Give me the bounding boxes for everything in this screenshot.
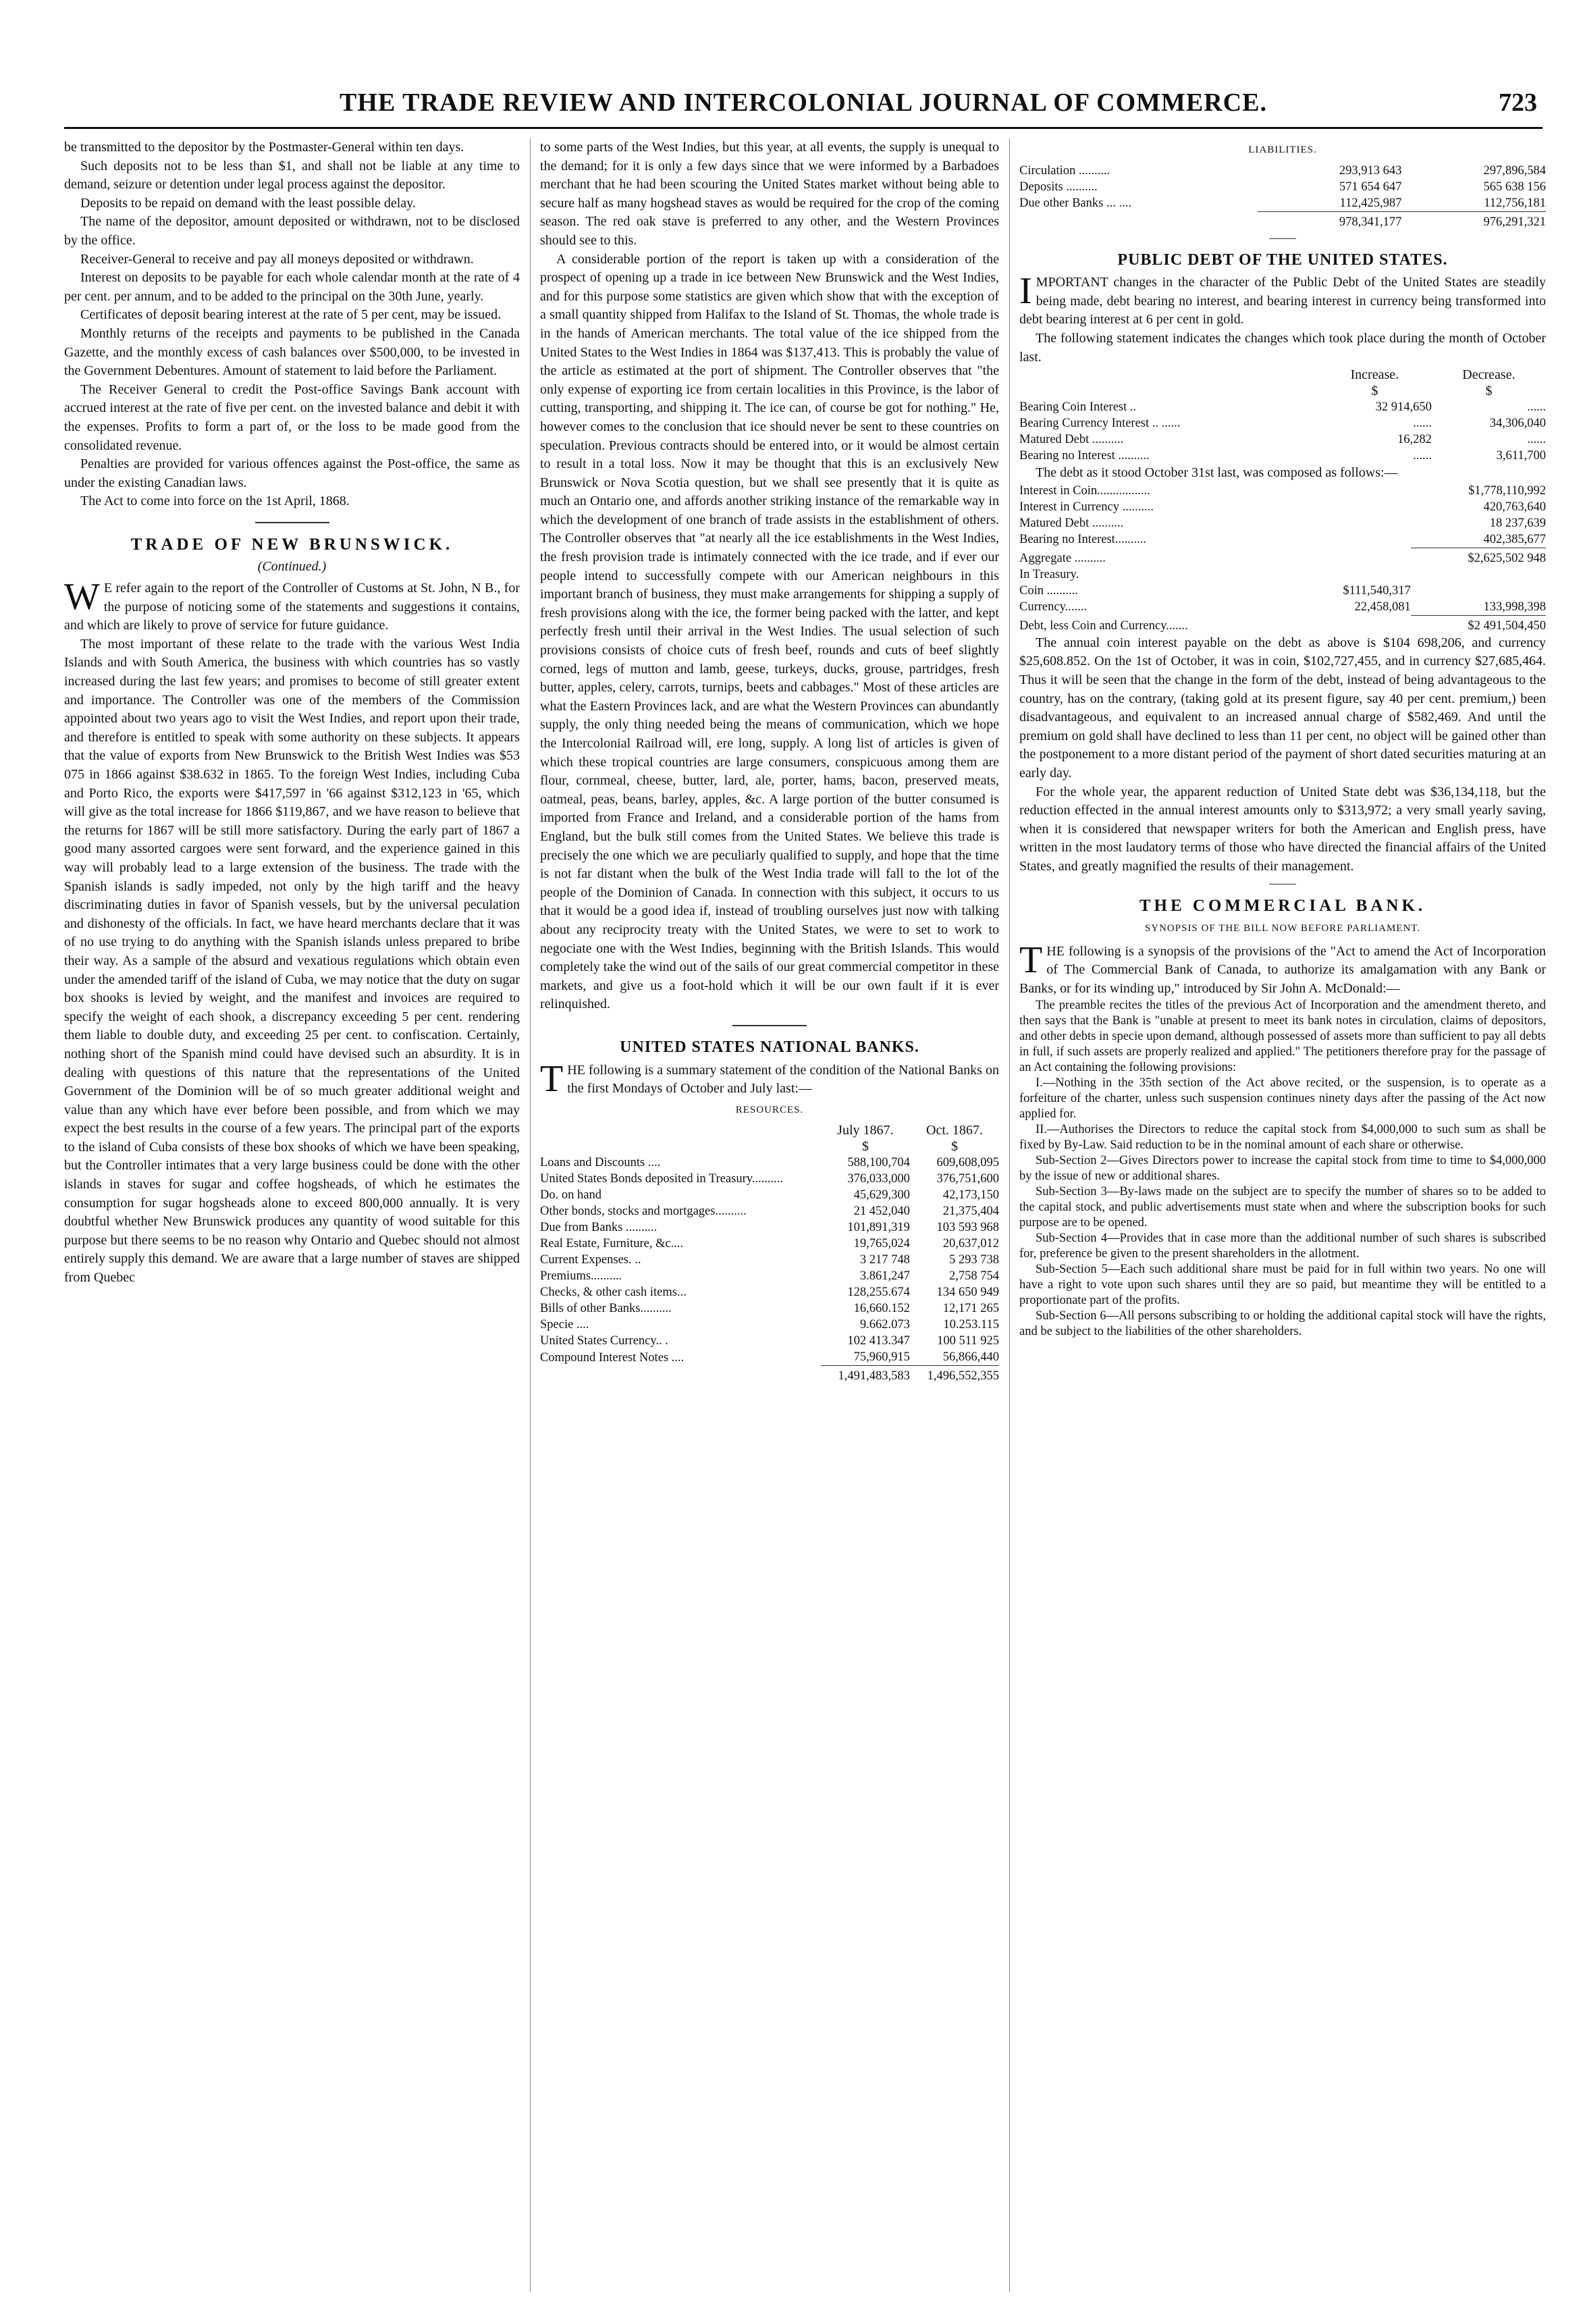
table-header-cell: Increase. (1350, 367, 1399, 383)
row-label: Other bonds, stocks and mortgages.......... (540, 1205, 747, 1219)
table-row (1019, 483, 1546, 499)
paragraph: A considerable portion of the report is taken up with a consideration of the prospect of opening up a trade in ice between New Brunswick and the West Indies, and for this purpose some statistics are given which show that with the exception of a small quantity shipped from Halifax to the Island of St. Thomas, the whole trade is in the hands of American merchants. The total value of the ice shipped from the United States to the West Indies in 1864 was $137,413. This is probably the value of the article as estimated at the port of shipment. The Controller observes that "the only expense of exporting ice from certain localities in this Province, is the labor of cutting, transporting, and shipping it. The ice can, of course be got for nothing." He, however comes to the conclusion that ice should never be sent to these countries on speculation. Previous contracts should be entered into, or it would be almost certain to result in a total loss. Now it may be thought that this is an exclusively New Brunswick or Nova Scotia question, but we shall see presently that it is quite as much an Ontario one, and affords another striking instance of the remarkable way in which the development of one branch of trade assists in the establishment of others. The Controller observes that "at nearly all the ice establishments in the West Indies, the fresh provision trade is intimately connected with the ice trade, and if ever our people intend to successfully compete with our American neighbours in this important branch of business, they must make arrangements for shipping a supply of fresh provisions along with the ice, the former being packed with the latter, and kept perfectly fresh until their arrival in the West Indies. The usual selection of such provisions consists of choice cuts of fresh beef, rounds and cuts of beef slightly corned, legs of mutton and lamb, geese, turkeys, ducks, grouse, partridges, fresh butter, apples, celery, carrots, turnips, beets and cabbages." Most of these articles are what the Eastern Provinces lack, and are what the Western Provinces can abundantly supply, the only thing needed being the means of communication, which we hope the Intercolonial Railroad will, ere long, supply. A long list of articles is given of which these tropical countries are large consumers, conspicuous among them are flour, cornmeal, cheese, butter, lard, ale, porter, hams, bacon, preserved meats, oatmeal, peas, beans, barley, apples, &c. A large portion of the butter consumed is imported from France and Ireland, and a considerable portion of the hams from England, but the bulk still comes from the United States. We believe this trade is precisely the one which we are peculiarly qualified to supply, and hope that the time is not far distant when the bulk of the West India trade will fall to the lot of the people of the Dominion of Canada. In connection with this subject, it occurs to us that it would be a good idea if, instead of troubling ourselves just now with talking about any reciprocity treaty with the United States, we were to set to work to negociate one with the West Indies, beginning with the British Islands. This would completely take the wind out of the sails of our great commercial competitor in these markets, and give us a foot-hold which it will be our own fault if it is ever relinquished. (540, 251, 999, 1012)
row-value: 134 650 949 (936, 1286, 999, 1300)
paragraph: Sub-Section 2—Gives Directors power to increase the capital stock from time to time to $4,000,000 by the issue of new or additional shares. (1019, 1154, 1546, 1184)
aggregate-label: Aggregate .......... (1019, 551, 1106, 565)
table-unit-cell (540, 1138, 821, 1155)
paragraph: The annual coin interest payable on the debt as above is $104 698,206, and currency $25,608.852. On the 1st of October, it was in coin, $102,727,455, and in currency $27,685,464. Thus it will be seen that the change in the form of the debt, instead of being advantageous to the country, has on the contrary, (taking gold at its present figure, say 40 per cent. premium,) been disadvantageous, and equivalent to an increased annual charge of $582,469. And until the premium on gold shall have declined to less than 11 per cent, no object will be gained other than the postponement to a more distant period of the payment of short dated securities maturing at an early day. (1019, 635, 1546, 781)
net-debt-value: $2 491,504,450 (1411, 615, 1546, 634)
row-value: 293,913 643 (1339, 163, 1402, 178)
paragraph: Monthly returns of the receipts and payments to be published in the Canada Gazette, and the monthly excess of cash balances over $500,000, to be invested in the Government Debentures. Amount of statement to laid before the Parliament. (64, 325, 520, 379)
row-label: Bearing Currency Interest .. ...... (1019, 417, 1181, 431)
article-heading: UNITED STATES NATIONAL BANKS. (620, 1038, 919, 1056)
paragraph: For the whole year, the apparent reduction of United State debt was $36,134,118, but the reduction effected in the annual interest amounts only to $313,972; a very small yearly saving, when it is considered that newspaper writers for both the American and English press, have written in the most laudatory terms of those who have directed the financial affairs of the United States, and greatly magnified the results of their management. (1019, 784, 1546, 874)
paragraph: to some parts of the West Indies, but this year, at all events, the supply is unequal to the demand; for it is only a few days since that we were informed by a Barbadoes merchant that he had been scouring the United States market without being able to secure half as many hogshead staves as would be required for the crop of the coming season. The red oak stave is preferred to any other, and the Western Provinces should see to this. (540, 140, 999, 248)
paragraph: Interest on deposits to be payable for each whole calendar month at the rate of 4 per cent. per annum, and to be added to the principal on the 30th June, yearly. (64, 270, 520, 304)
table-row (540, 1236, 999, 1252)
row-value: 588,100,704 (847, 1156, 910, 1170)
section-rule (732, 1025, 807, 1026)
row-value: 21 452,040 (853, 1205, 910, 1219)
coin-label: Coin .......... (1019, 583, 1078, 598)
row-label: United States Bonds deposited in Treasury.......... (540, 1172, 784, 1186)
coin-value: $111,540,317 (1343, 583, 1411, 598)
row-value: 609,608,095 (936, 1156, 999, 1170)
paragraph: The Act to come into force on the 1st April, 1868. (80, 494, 350, 509)
row-label: Premiums.......... (540, 1269, 622, 1284)
currency-value: 22,458,081 (1354, 600, 1411, 614)
paragraph: Deposits to be repaid on demand with the least possible delay. (80, 195, 416, 211)
paragraph: The preamble recites the titles of the previous Act of Incorporation and the amendment thereto, and then says that the Bank is "unable at present to meet its bank notes in circulation, claims of depositors, and other debts in specie upon demand, although possessed of assets more than sufficient to pay all debts in full, if such assets are properly realized and applied." The petitioners therefore pray for the passage of an Act containing the following provisions: (1019, 999, 1546, 1075)
row-value: 3,611,700 (1496, 449, 1546, 463)
table-total-cell: 978,341,177 (1258, 211, 1402, 230)
paragraph: The most important of these relate to the trade with the various West India Islands and with South America, the business with which countries has so vastly increased during the last few years; and promises to become of still greater extent and importance. The Controller was one of the members of the Commission appointed about two years ago to visit the West Indies, and report upon their trade, and therefore is entitled to speak with some authority on these subjects. It appears that the value of exports from New Brunswick to the British West Indies was $53 075 in 1866 against $38.632 in 1865. To the foreign West Indies, including Cuba and Porto Rico, the exports were $417,597 in '66 against $312,123 in '65, which will give as the total increase for 1866 $119,867, and we have reason to believe that the returns for 1867 will be still more satisfactory. During the early part of 1867 a good many assorted cargoes were sent forward, and the experience gained in this way will probably lead to a large extension of the business. The trade with the Spanish islands is sadly impeded, not only by the high tariff and the heavy discriminating duties in favor of Spanish vessels, but by the universal peculation and dishonesty of the officials. In fact, we have heard merchants declare that it was of no use trying to do anything with the Spanish islands unless prepared to bribe their way. As a sample of the absurd and vexatious regulations which obtain even under the amended tariff of the island of Cuba, we may notice that the duty on sugar box shooks is levied by weight, and the manifest and invoices are required to specify the weight of each shook, a discrepancy exceeding 5 per cent. rendering them liable to double duty, and exceeding 25 per cent. to confiscation. Certainly, nothing short of the Spanish mind could have devised such an absurdity. It is in dealing with questions of this nature that the representations of the United Government of the Dominion will be of so much greater additional weight and value than any which have ever before been possible, and from which we may expect the best results in the course of a few years. The principal part of the exports to the island of Cuba consists of these box shooks of which we have been speaking, but the Controller intimates that a very large business could be done with the other islands in staves for sugar and coffee hogsheads, of which he estimates the consumption for sugar hogsheads alone to exceed 800,000 annually. It is very doubtful whether New Brunswick produces any quantity of wood suitable for this purpose but there seems to be no reason why Ontario and Quebec should not almost entirely supply this demand. We are aware that a large number of staves are shipped from Quebec (64, 636, 520, 1286)
row-value: 565 638 156 (1483, 180, 1546, 194)
table-row (1019, 515, 1546, 531)
table-header-cell (540, 1122, 821, 1138)
row-label: Deposits .......... (1019, 180, 1098, 194)
table-caption: RESOURCES. (735, 1104, 804, 1115)
row-value: 12,171 265 (942, 1302, 999, 1316)
row-label: Matured Debt .......... (1019, 516, 1124, 530)
row-label: Do. on hand (540, 1188, 601, 1203)
row-value: ...... (1413, 449, 1432, 463)
currency-label: Currency....... (1019, 600, 1088, 614)
article-subhead: (Continued.) (257, 559, 327, 575)
row-label: Interest in Currency .......... (1019, 500, 1154, 514)
row-label: United States Currency.. . (540, 1334, 668, 1348)
row-value: 376,751,600 (936, 1172, 999, 1186)
column-2 (540, 138, 999, 2292)
paragraph: Certificates of deposit bearing interest at the rate of 5 per cent, may be issued. (80, 307, 502, 323)
row-value: 402,385,677 (1483, 532, 1546, 546)
table-unit-cell: $ (861, 1139, 869, 1155)
row-label: Bearing Coin Interest .. (1019, 400, 1137, 415)
row-value: ...... (1527, 433, 1546, 447)
row-value: ...... (1527, 400, 1546, 415)
page-header (64, 86, 1543, 129)
row-label: Due from Banks .......... (540, 1221, 658, 1235)
debt-composition-rows (1019, 483, 1546, 548)
table-row (1019, 163, 1546, 179)
paragraph: Sub-Section 3—By-laws made on the subject are to specify the number of shares so to be added to the capital stock, and public advertisements must state when and where the subscription books for such purpose are to be opened. (1019, 1185, 1546, 1230)
liabilities-rows (1019, 163, 1546, 212)
table-unit-cell (1019, 383, 1318, 399)
row-value: 571 654 647 (1339, 180, 1402, 194)
row-value: 21,375,404 (942, 1205, 999, 1219)
liabilities-table (1019, 163, 1546, 230)
row-value: 18 237,639 (1489, 516, 1546, 530)
resources-rows (540, 1155, 999, 1366)
savings-bank-continued (64, 138, 520, 511)
paragraph: Penalties are provided for various offences against the Post-office, the same as under the existing Canadian laws. (64, 456, 520, 490)
row-value: 10.253.115 (943, 1318, 999, 1332)
row-value: 75,960,915 (853, 1350, 910, 1365)
row-label: Due other Banks ... .... (1019, 196, 1131, 211)
table-total-label (1019, 211, 1258, 230)
row-label: Real Estate, Furniture, &c.... (540, 1237, 684, 1251)
row-value: 16,660.152 (853, 1302, 910, 1316)
row-value: 376,033,000 (847, 1172, 910, 1186)
aggregate-value: $2,625,502 948 (1411, 548, 1546, 566)
section-rule (1269, 238, 1296, 239)
row-value: 45,629,300 (853, 1188, 910, 1203)
paragraph: The debt as it stood October 31st last, was composed as follows:— (1036, 465, 1398, 481)
table-header-cell (1019, 367, 1318, 383)
resources-table (540, 1122, 999, 1384)
table-row (540, 1317, 999, 1333)
table-header-cell: July 1867. (837, 1123, 894, 1138)
page-number: 723 (1499, 88, 1537, 117)
table-row (540, 1155, 999, 1171)
row-label: Current Expenses. .. (540, 1253, 641, 1267)
row-value: 112,425,987 (1339, 196, 1402, 210)
paragraph: The name of the depositor, amount deposited or withdrawn, not to be disclosed by the office. (64, 214, 520, 248)
row-value: 20,637,012 (942, 1237, 999, 1251)
table-row (540, 1252, 999, 1268)
column-divider (1009, 138, 1010, 2292)
table-row (540, 1203, 999, 1219)
table-row (540, 1187, 999, 1203)
table-header-cell: Decrease. (1462, 367, 1516, 383)
treasury-label: In Treasury. (1019, 567, 1079, 581)
table-caption: LIABILITIES. (1248, 144, 1317, 155)
table-row (540, 1219, 999, 1236)
column-3 (1019, 138, 1546, 2292)
row-label: Specie .... (540, 1318, 589, 1332)
row-value: 34,306,040 (1489, 417, 1546, 431)
paragraph: I.—Nothing in the 35th section of the Act above recited, or the suspension, is to operate as a forfeiture of the charter, unless such suspension continues ninety days after the passing of the Act now applied for. (1019, 1076, 1546, 1121)
table-unit-cell: $ (1485, 384, 1493, 399)
row-label: Bearing no Interest.......... (1019, 533, 1147, 547)
row-value: 297,896,584 (1483, 163, 1546, 178)
table-row (540, 1268, 999, 1284)
table-row (1019, 431, 1546, 448)
paragraph: Sub-Section 4—Provides that in case more than the additional number of such shares is subscribed for, preference be given to the present shareholders in the allotment. (1019, 1232, 1546, 1261)
table-row (1019, 179, 1546, 195)
article-heading: THE COMMERCIAL BANK. (1139, 897, 1426, 916)
article-heading: PUBLIC DEBT OF THE UNITED STATES. (1117, 250, 1448, 269)
row-value: 101,891,319 (847, 1221, 910, 1235)
table-row (540, 1284, 999, 1300)
row-value: 16,282 (1397, 433, 1432, 447)
paragraph: IMPORTANT changes in the character of the Public Debt of the United States are steadily being made, debt bearing no interest, and bearing interest in currency being transformed into debt bearing interest at 6 per cent in gold. (1019, 270, 1546, 327)
row-value: 9.662.073 (859, 1318, 910, 1332)
table-row (1019, 531, 1546, 548)
row-value: 102 413.347 (847, 1334, 910, 1348)
row-value: 5 293 738 (949, 1253, 999, 1267)
row-value: 3 217 748 (859, 1253, 910, 1267)
debt-composition-table (1019, 483, 1546, 634)
paragraph: Such deposits not to be less than $1, and shall not be liable at any time to demand, seizure or detention under legal process against the depositor. (64, 158, 520, 192)
paragraph: The Receiver General to credit the Post-office Savings Bank account with accrued interest at the rate of five per cent. on the invested balance and debit it with the expenses. Profits to form a part of, or the loss to be made good from the consolidated revenue. (64, 381, 520, 453)
row-label: Circulation .......... (1019, 163, 1110, 178)
table-total-cell: 1,496,552,355 (910, 1366, 999, 1385)
row-value: 32 914,650 (1375, 400, 1432, 415)
row-value: ...... (1413, 417, 1432, 431)
table-row (1019, 399, 1546, 415)
row-value: 19,765,024 (853, 1237, 910, 1251)
row-value: 100 511 925 (937, 1334, 999, 1348)
paragraph: THE following is a synopsis of the provisions of the "Act to amend the Act of Incorporation of The Commercial Bank of Canada, to authorize its amalgamation with any Bank or Banks, or for its winding up," introduced by Sir John A. McDonald:— (1019, 939, 1546, 996)
section-rule (255, 522, 329, 523)
table-row (1019, 499, 1546, 515)
article-subhead: SYNOPSIS OF THE BILL NOW BEFORE PARLIAMENT. (1144, 923, 1421, 934)
row-label: Checks, & other cash items... (540, 1286, 687, 1300)
table-header-cell: Oct. 1867. (926, 1123, 983, 1138)
paragraph: The following statement indicates the changes which took place during the month of October last. (1019, 330, 1546, 365)
paragraph: Sub-Section 6—All persons subscribing to or holding the additional capital stock will have the rights, and be subject to the liabilities of the other shareholders. (1019, 1309, 1546, 1339)
row-value: 103 593 968 (936, 1221, 999, 1235)
debt-changes-table (1019, 367, 1546, 464)
row-label: Matured Debt .......... (1019, 433, 1124, 447)
row-value: 112,756,181 (1484, 196, 1546, 210)
debt-changes-rows (1019, 399, 1546, 464)
table-total-label (540, 1366, 821, 1385)
row-value: 42,173,150 (942, 1188, 999, 1203)
table-total-cell: 1,491,483,583 (821, 1366, 910, 1385)
bill-provisions (1019, 998, 1546, 1340)
net-debt-label: Debt, less Coin and Currency....... (1019, 618, 1188, 633)
paragraph: Sub-Section 5—Each such additional share must be paid for in full within two years. No one will have a right to vote upon such shares until they are so paid, but meantime they will be entitled to a proportionate part of the profits. (1019, 1263, 1546, 1308)
table-unit-cell: $ (950, 1139, 958, 1155)
row-label: Bearing no Interest .......... (1019, 449, 1150, 463)
paragraph: Receiver-General to receive and pay all moneys deposited or withdrawn. (80, 251, 474, 267)
row-value: $1,778,110,992 (1468, 483, 1546, 498)
table-row (540, 1333, 999, 1349)
table-row (540, 1349, 999, 1366)
paragraph: WE refer again to the report of the Controller of Customs at St. John, N B., for the purpose of noticing some of the statements and suggestions it contains, and which are likely to prove of service for future guidance. (64, 576, 520, 633)
row-value: 3.861,247 (859, 1269, 910, 1284)
row-label: Bills of other Banks.......... (540, 1302, 672, 1316)
article-heading: TRADE OF NEW BRUNSWICK. (130, 535, 454, 554)
column-1 (64, 138, 520, 2292)
treasury-total: 133,998,398 (1483, 600, 1546, 614)
row-value: 128,255.674 (847, 1286, 910, 1300)
table-row (1019, 415, 1546, 431)
column-divider (530, 138, 531, 2292)
row-value: 420,763,640 (1483, 500, 1546, 514)
row-value: 2,758 754 (949, 1269, 999, 1284)
table-row (1019, 195, 1546, 212)
table-total-cell: 976,291,321 (1401, 211, 1546, 230)
table-row (1019, 448, 1546, 464)
row-label: Compound Interest Notes .... (540, 1350, 685, 1365)
paragraph: be transmitted to the depositor by the Postmaster-General within ten days. (64, 140, 464, 155)
table-unit-cell: $ (1371, 384, 1378, 399)
journal-title: THE TRADE REVIEW AND INTERCOLONIAL JOURNAL OF COMMERCE. (340, 88, 1267, 117)
row-value: 56,866,440 (942, 1350, 999, 1365)
row-label: Interest in Coin................. (1019, 483, 1150, 498)
table-row (540, 1171, 999, 1187)
table-row (540, 1300, 999, 1317)
row-label: Loans and Discounts .... (540, 1156, 661, 1170)
paragraph: THE following is a summary statement of the condition of the National Banks on the first Mondays of October and July last:— (540, 1057, 999, 1100)
paragraph: II.—Authorises the Directors to reduce the capital stock from $4,000,000 to such sum as shall be fixed by By-Law. Said reduction to be in the nominal amount of each share or otherwise. (1019, 1123, 1546, 1153)
